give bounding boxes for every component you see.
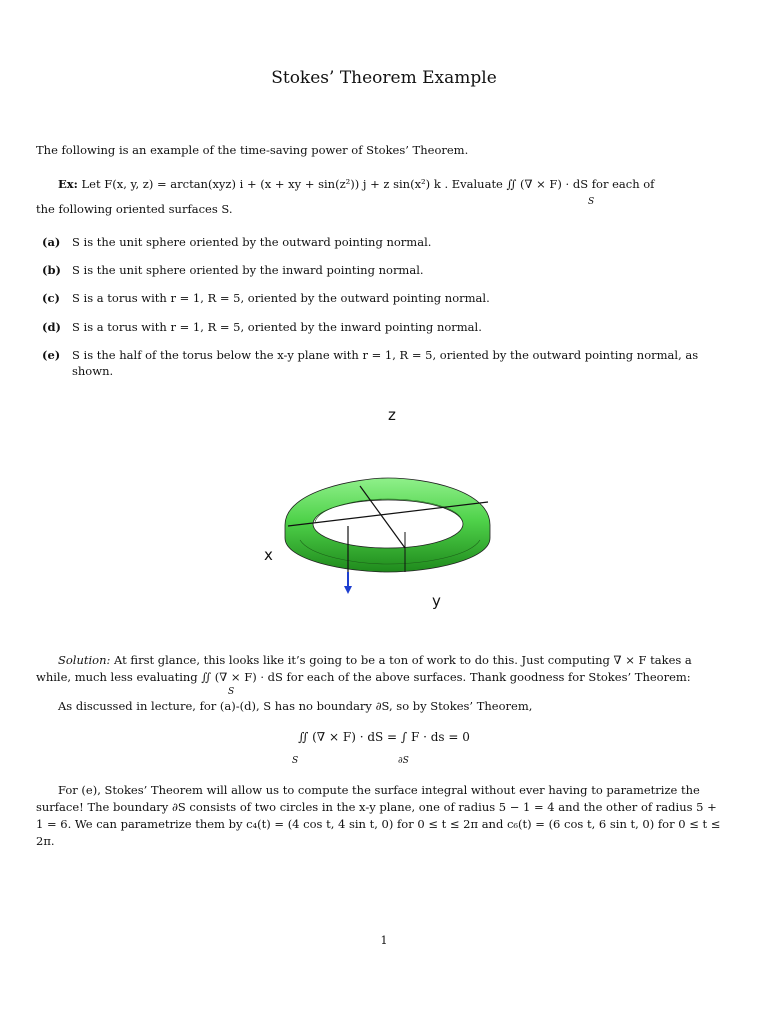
equation-text: ∬ (∇ × F) · dS = ∫ F · ds = 0 (298, 730, 470, 744)
part-e-paragraph: For (e), Stokes’ Theorem will allow us to compute the surface integral without ever having to parametrize the surface! The boundary ∂S consists of two circles in the x-y plane, one of radius 5 − 1 = 4 and the other of radius 5 + 1 = 6. We can parametrize them by c₄(t) = (4 cos t, 4 sin t, 0) for 0 ≤ t ≤ 2π and c₆(t) = (6 cos t, 6 sin t, 0) for 0 ≤ t ≤ 2π. (36, 783, 721, 848)
list-item (42, 234, 732, 250)
stokes-equation (0, 730, 768, 766)
page-title: Stokes’ Theorem Example (271, 68, 497, 88)
list-item-text: S is a torus with r = 1, R = 5, oriented by the outward pointing normal. (72, 291, 490, 306)
list-item-label: (a) (42, 235, 61, 249)
y-axis-label: y (432, 592, 441, 610)
example-integral-subscript: S (588, 197, 595, 207)
example-text: Let F(x, y, z) = arctan(xyz) i + (x + xy + sin(z²)) j + z sin(x²) k . Evaluate ∬ (∇ × F) · dS for each of (81, 177, 655, 191)
torus-shape (285, 478, 490, 572)
list-item-label: (e) (42, 347, 61, 362)
example-paragraph (36, 176, 726, 218)
list-item-text: S is the unit sphere oriented by the outward pointing normal. (72, 235, 432, 249)
equation-subscript-right: ∂S (398, 756, 409, 766)
discussion-paragraph: As discussed in lecture, for (a)-(d), S has no boundary ∂S, so by Stokes’ Theorem, (58, 699, 533, 713)
example-label: Ex: (58, 177, 78, 191)
x-axis-label: x (264, 546, 273, 564)
solution-label: Solution: (58, 653, 111, 667)
intro-paragraph: The following is an example of the time-saving power of Stokes’ Theorem. (36, 143, 469, 157)
solution-text: At first glance, this looks like it’s going to be a ton of work to do this. Just computing ∇ × F takes a while, much less evaluating ∬ (∇ × F) · dS for each of the above surfaces. Thank goodness for Stokes’ Theorem: (36, 653, 692, 684)
example-text-continued: the following oriented surfaces S. (36, 202, 233, 216)
list-item-text: S is the unit sphere oriented by the inward pointing normal. (72, 263, 424, 278)
surface-list (42, 234, 732, 391)
list-item (42, 319, 732, 335)
list-item-label: (c) (42, 291, 60, 306)
list-item (42, 262, 732, 278)
equation-subscript-left: S (292, 756, 299, 766)
list-item-text: S is the half of the torus below the x-y plane with r = 1, R = 5, oriented by the outward pointing normal, as shown. (72, 347, 699, 378)
list-item-label: (b) (42, 263, 61, 278)
solution-paragraph (36, 652, 726, 697)
list-item (42, 347, 732, 379)
list-item-label: (d) (42, 319, 61, 334)
list-item (42, 290, 732, 306)
normal-arrow (344, 572, 352, 594)
solution-integral-subscript: S (228, 687, 235, 697)
torus-figure (240, 400, 540, 620)
torus-graphic (240, 400, 540, 620)
z-axis-label: z (388, 406, 396, 424)
list-item-text: S is a torus with r = 1, R = 5, oriented by the inward pointing normal. (72, 319, 482, 334)
page-number: 1 (380, 934, 388, 947)
